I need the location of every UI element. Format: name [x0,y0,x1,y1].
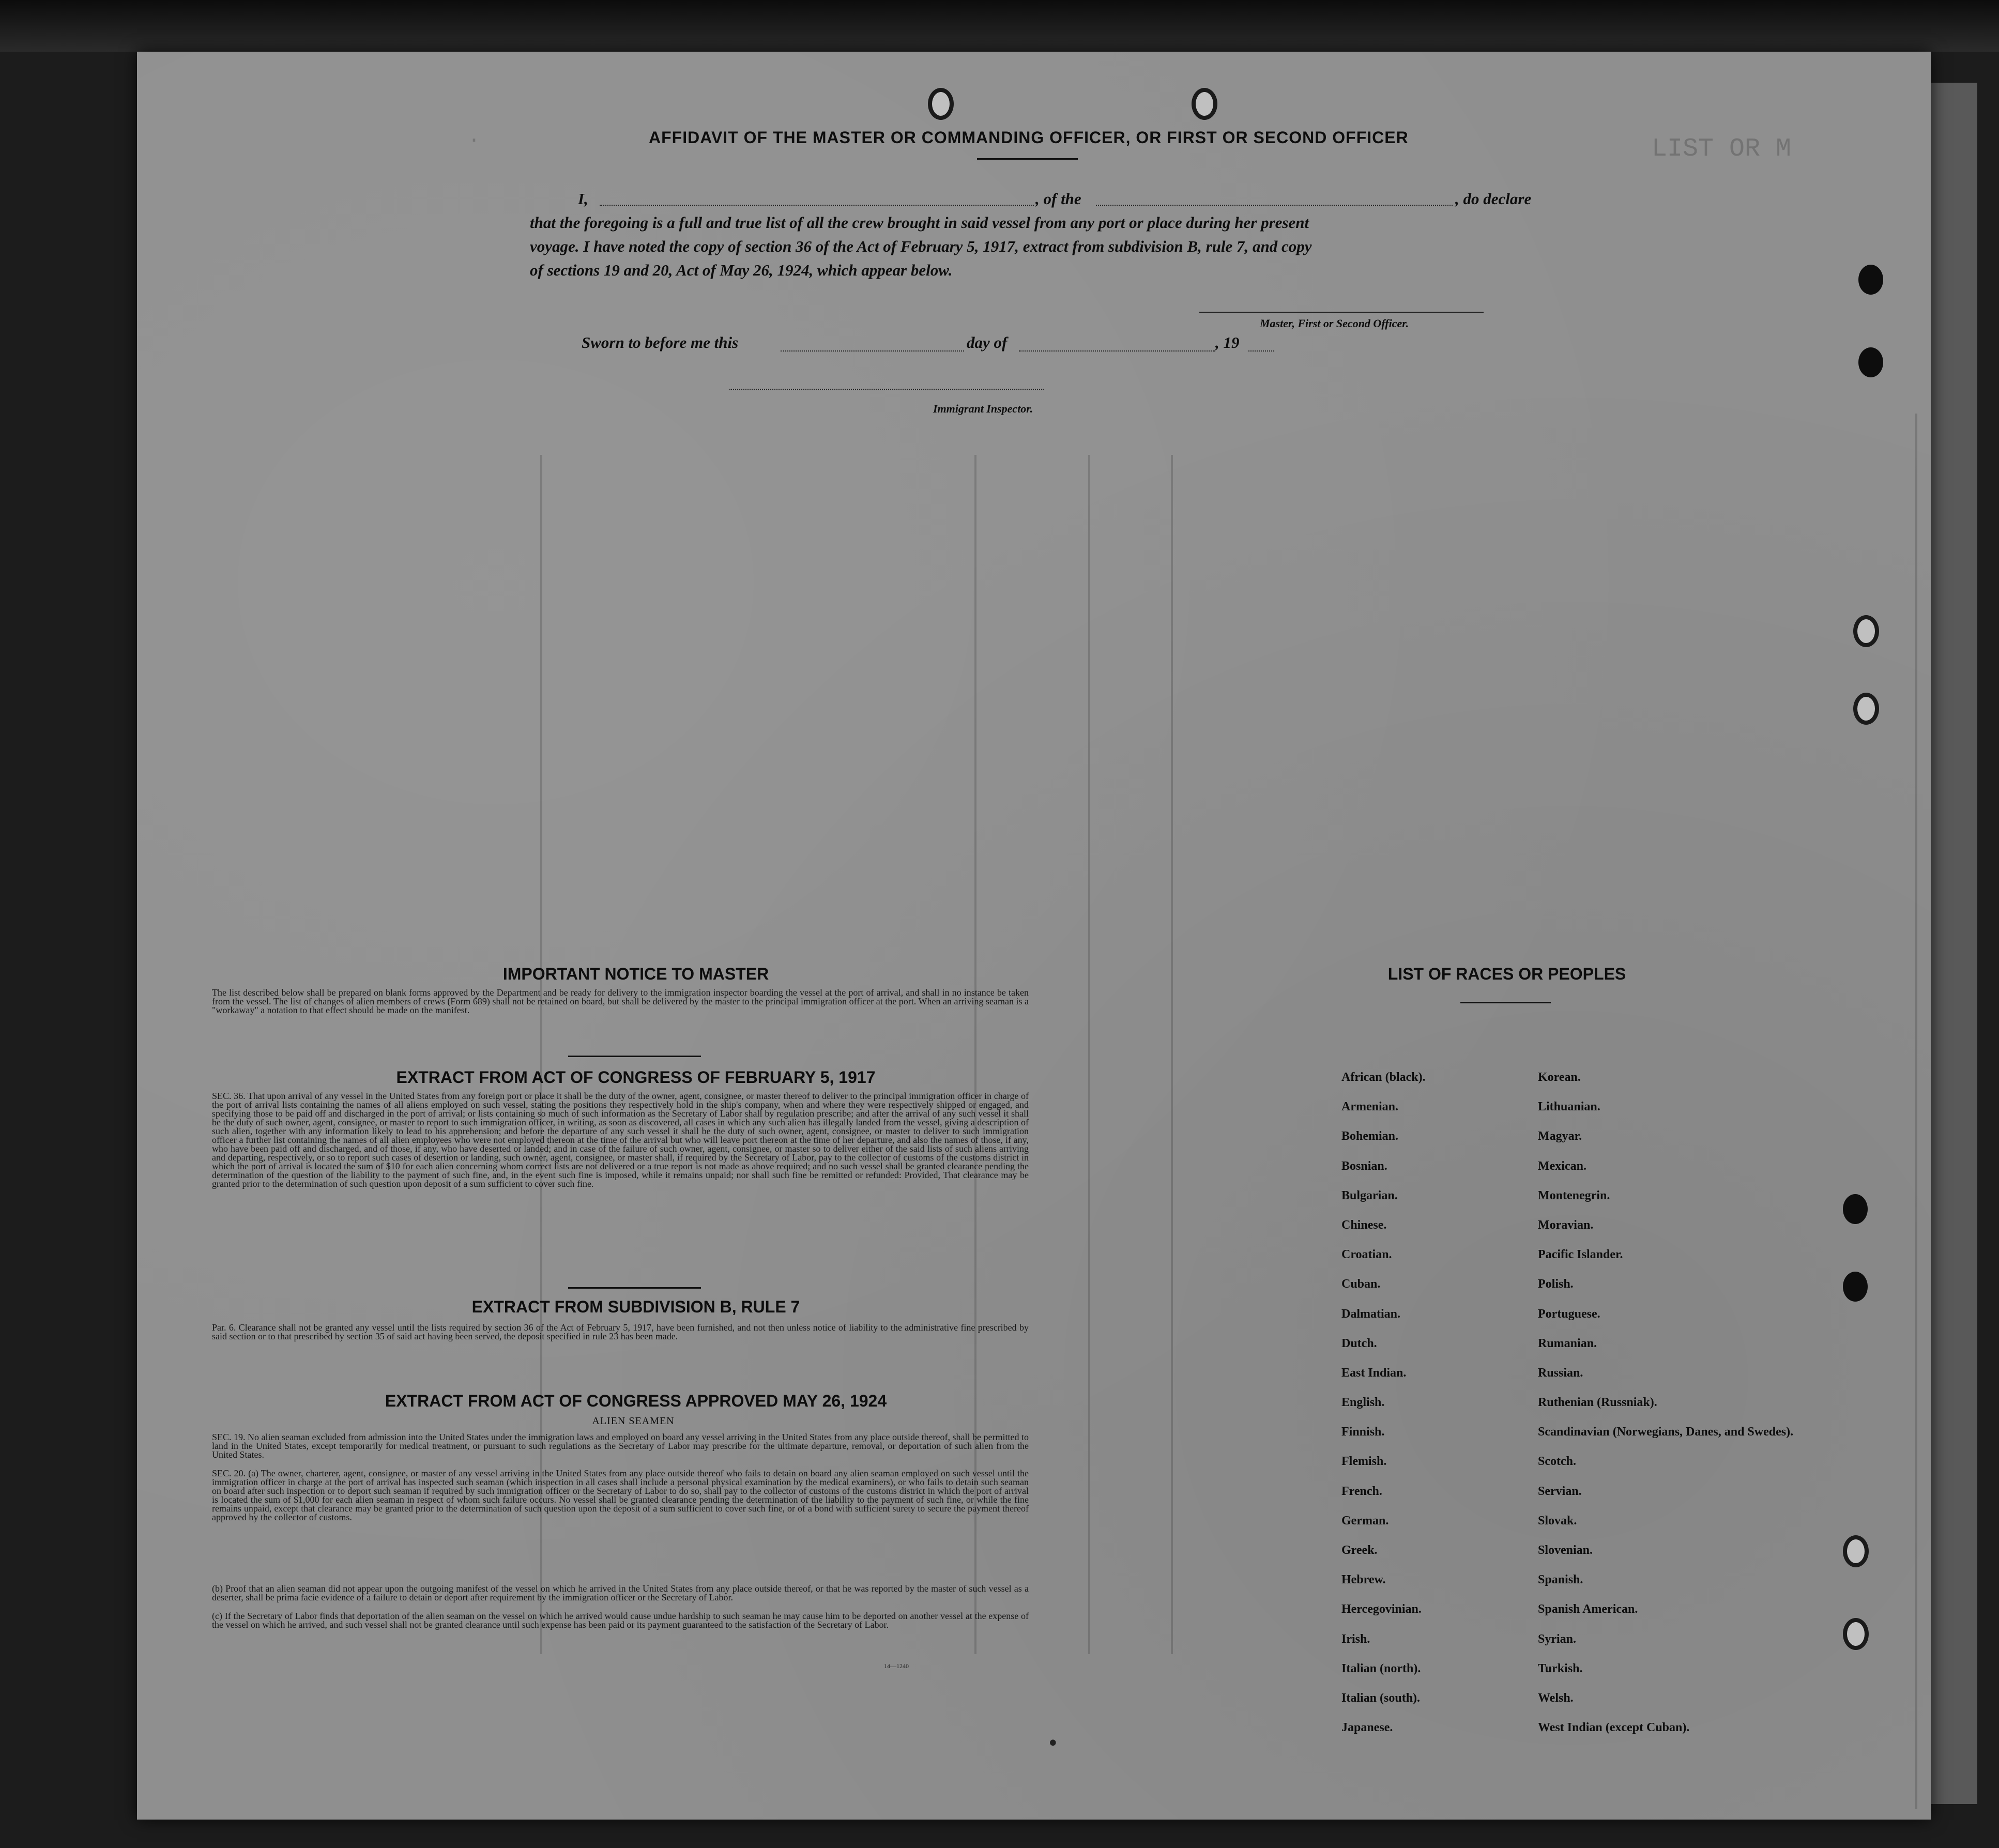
extract-1924-title: EXTRACT FROM ACT OF CONGRESS APPROVED MAY 26, 1924 [385,1392,887,1410]
race-item: Japanese. [1341,1721,1393,1735]
extract-1924-sec20a: SEC. 20. (a) The owner, charterer, agent, consignee, or master of any vessel arriving in the United States from any place outside thereof who fails to detain on board any alien seaman employed on such vessel until the immigration officer in charge at the port of arrival has inspected such seaman (which inspection in all cases shall include a personal physical examination by the medical examiners), or who fails to detain such seaman on board after such inspection or to deport such seaman if required by such immigration officer or the Secretary of Labor to do so, shall pay to the collector of customs of the customs district in which the port of arrival is located the sum of $1,000 for each alien seaman in respect of whom such failure occurs. No vessel shall be granted clearance pending the determination of the liability to the payment of such fine, or while the fine remains unpaid, except that clearance may be granted prior to the determination of such question upon the deposit of a sum sufficient to cover such fine, or of a bond with sufficient surety to secure the payment thereof approved by the collector of customs. [212,1468,1029,1522]
affidavit-declare: , do declare [1455,190,1532,208]
race-item: Ruthenian (Russniak). [1538,1396,1657,1410]
race-item: Slovak. [1538,1514,1577,1528]
race-item: Dalmatian. [1341,1307,1400,1321]
affidavit-title: AFFIDAVIT OF THE MASTER OR COMMANDING OFFICER, OR FIRST OR SECOND OFFICER [649,128,1409,147]
page-edge-strip [1931,83,1977,1804]
alien-seamen-subtitle: ALIEN SEAMEN [592,1415,675,1427]
race-item: Moravian. [1538,1218,1594,1232]
race-item: Spanish. [1538,1573,1583,1587]
punch-hole [1843,1272,1868,1302]
race-item: Chinese. [1341,1218,1387,1232]
extract-1924-sec20b: (b) Proof that an alien seaman did not appear upon the outgoing manifest of the vessel on which he arrived in the United States from any place outside thereof, or that he was reported by the master of such vessel as a deserter, shall be prima facie evidence of a failure to detain or deport after requirement by the immigration officer or the Secretary of Labor. [212,1583,1029,1602]
race-item: Korean. [1538,1071,1581,1084]
races-title-rule [1460,1002,1551,1003]
race-item: Bohemian. [1341,1129,1399,1143]
vessel-blank-line [1096,205,1453,206]
race-item: Bosnian. [1341,1159,1387,1173]
affidavit-line-2: that the foregoing is a full and true list of all the crew brought in said vessel from any port or place during her present [530,213,1309,232]
bleed-column-rule [1171,455,1173,1654]
sworn-day-blank [781,350,964,352]
extract-1917-body: SEC. 36. That upon arrival of any vessel in the United States from any foreign port or place it shall be the duty of the owner, agent, consignee, or master thereof to deliver to the principal immigration officer in charge of the port of arrival lists containing the names of all aliens employed on such vessel, stating the positions they respectively hold in the ship's company, when and where they were respectively shipped or engaged, and specifying those to be paid off and discharged in the port of arrival; or lists containing so much of such information as the Secretary of Labor shall by regulation prescribe; and after the arrival of any such vessel it shall be the duty of such owner, agent, consignee, or master to report to such immigration officer, in writing, as soon as discovered, all cases in which any such alien has illegally landed from the vessel, giving a description of such alien, together with any information likely to lead to his apprehension; and before the departure of any such vessel it shall be the duty of such owner, agent, consignee, or master to deliver to such immigration officer a further list containing the names of all alien employees who were not employed thereon at the time of the arrival but who will leave port thereon at the time of her departure, and also the names of those, if any, who have been paid off and discharged, and of those, if any, who have deserted or landed; and in case of the failure of such owner, agent, consignee, or master so to deliver either of the said lists of such aliens arriving and departing, respectively, or so to report such cases of desertion or landing, such owner, agent, consignee, or master shall, if required by the Secretary of Labor, pay to the collector of customs of the customs district in which the port of arrival is located the sum of $10 for each alien concerning whom correct lists are not delivered or a true report is not made as above required; and no such vessel shall be granted clearance pending the determination of the question of the liability to the payment of such fine, and, in the event such fine is imposed, while it remains unpaid; nor shall such fine be remitted or refunded: Provided, That clearance may be granted prior to the determination of such question upon deposit of a sum sufficient to cover such fine. [212,1091,1029,1189]
race-item: Slovenian. [1538,1544,1593,1557]
form-number: 14—1240 [884,1662,909,1670]
race-item: Italian (south). [1341,1691,1421,1705]
race-item: Scandinavian (Norwegians, Danes, and Swedes). [1538,1425,1794,1439]
punch-hole [1858,265,1883,295]
section-divider [568,1056,701,1057]
race-item: French. [1341,1484,1382,1498]
race-item: Hebrew. [1341,1573,1386,1587]
race-item: Irish. [1341,1632,1370,1646]
races-list [1341,1070,1794,1750]
grommet-ring [1843,1535,1869,1567]
race-item: Pacific Islander. [1538,1248,1623,1262]
race-item: Magyar. [1538,1129,1582,1143]
race-item: Servian. [1538,1484,1582,1498]
race-item: English. [1341,1396,1385,1410]
race-item: West Indian (except Cuban). [1538,1721,1690,1735]
race-item: German. [1341,1514,1389,1528]
show-through-text: LIST OR M [1652,134,1792,164]
bleed-column-rule [1915,414,1917,1809]
sworn-year: , 19 [1215,333,1240,352]
punch-hole [1843,1194,1868,1224]
name-blank-line [600,205,1034,206]
race-item: Greek. [1341,1544,1378,1557]
extract-1924-sec20c: (c) If the Secretary of Labor finds that deportation of the alien seaman on the vessel on which he arrived would cause undue hardship to such seaman he may cause him to be deported on another vessel at the expense of the vessel on which he arrived, and such vessel shall not be granted clearance until such expense has been paid or its payment guaranteed to the satisfaction of the Secretary of Labor. [212,1611,1029,1630]
race-item: Hercegovinian. [1341,1602,1422,1616]
race-item: Rumanian. [1538,1336,1597,1350]
sworn-year-blank [1248,350,1274,352]
grommet-ring [1853,693,1879,725]
extract-rule7-title: EXTRACT FROM SUBDIVISION B, RULE 7 [471,1297,800,1316]
grommet-ring [928,88,954,120]
race-item: Italian (north). [1341,1661,1421,1675]
extract-1917-title: EXTRACT FROM ACT OF CONGRESS OF FEBRUARY 5, 1917 [396,1068,876,1087]
race-item: Polish. [1538,1277,1574,1291]
race-item: Cuban. [1341,1277,1381,1291]
signature-label: Master, First or Second Officer. [1260,317,1409,330]
scan-edge [0,0,1999,52]
sworn-day-of: day of [967,333,1008,352]
inspector-label: Immigrant Inspector. [933,402,1033,415]
extract-rule7-body: Par. 6. Clearance shall not be granted any vessel until the lists required by section 36 of the Act of February 5, 1917, have been furnished, and not then unless notice of liability to the administrative fine prescribed by said section or to that prescribed by section 35 of said act having been served, the deposit specified in rule 23 has been made. [212,1322,1029,1341]
sworn-prefix: Sworn to before me this [582,333,739,352]
section-divider [568,1287,701,1289]
race-item: Finnish. [1341,1425,1385,1439]
race-item: Mexican. [1538,1159,1586,1173]
race-item: Russian. [1538,1366,1583,1380]
race-item: African (black). [1341,1071,1426,1084]
punch-hole [1858,347,1883,377]
race-item: East Indian. [1341,1366,1407,1380]
title-rule [977,158,1078,160]
notice-body: The list described below shall be prepared on blank forms approved by the Department and be ready for delivery to the immigration inspector boarding the vessel at the port of arrival, and shall in no instance be taken from the vessel. The list of changes of alien members of crews (Form 689) shall not be retained on board, but shall be delivered by the master to the principal immigration officer at the port. When an arriving seaman is a "workaway" a notation to that effect should be made on the manifest. [212,987,1029,1015]
race-item: Bulgarian. [1341,1188,1398,1202]
bleed-column-rule [1088,455,1090,1654]
affidavit-of-the: , of the [1035,190,1081,208]
show-through-text: · [468,129,481,152]
races-title: LIST OF RACES OR PEOPLES [1387,965,1626,983]
grommet-ring [1843,1618,1869,1650]
affidavit-i: I, [578,190,588,208]
notice-title: IMPORTANT NOTICE TO MASTER [502,965,769,983]
affidavit-line-3: voyage. I have noted the copy of section 36 of the Act of February 5, 1917, extract from subdivision B, rule 7, and copy [530,237,1312,255]
race-item: Croatian. [1341,1248,1392,1262]
sworn-month-blank [1019,350,1215,352]
race-item: Syrian. [1538,1632,1577,1646]
race-item: Welsh. [1538,1691,1574,1705]
race-item: Lithuanian. [1538,1100,1600,1114]
inspector-line [729,389,1044,390]
signature-line [1199,312,1484,313]
ink-dot: • [1047,1732,1059,1755]
race-item: Spanish American. [1538,1602,1638,1616]
race-item: Dutch. [1341,1336,1377,1350]
grommet-ring [1192,88,1217,120]
race-item: Turkish. [1538,1661,1583,1675]
race-item: Armenian. [1341,1100,1398,1114]
affidavit-line-4: of sections 19 and 20, Act of May 26, 1924, which appear below. [530,261,953,279]
race-item: Scotch. [1538,1455,1576,1469]
extract-1924-sec19: SEC. 19. No alien seaman excluded from admission into the United States under the immigration laws and employed on board any vessel arriving in the United States from any place outside thereof, shall be permitted to land in the United States, except temporarily for medical treatment, or pursuant to such regulations as the Secretary of Labor may prescribe for the ultimate departure, removal, or deportation of such alien from the United States. [212,1432,1029,1460]
race-item: Montenegrin. [1538,1188,1610,1202]
document-page [137,52,1931,1820]
race-item: Flemish. [1341,1455,1387,1469]
grommet-ring [1853,615,1879,647]
race-item: Portuguese. [1538,1307,1600,1321]
